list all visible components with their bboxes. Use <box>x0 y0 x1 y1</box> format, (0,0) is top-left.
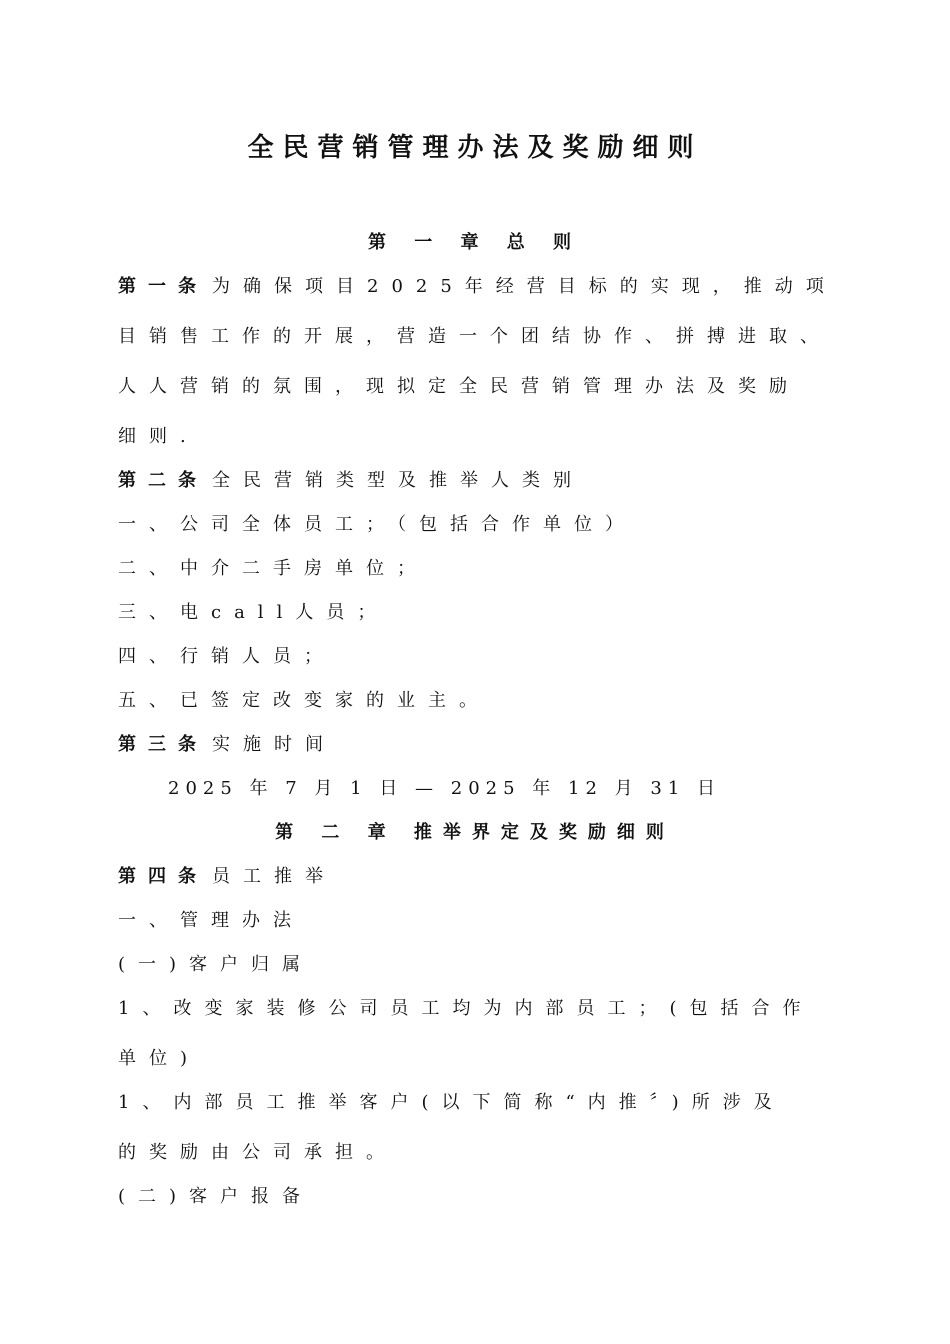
article-2-heading <box>118 466 584 496</box>
article-1-line-3: 人人营销的氛围，现拟定全民营销管理办法及奖励 <box>118 376 800 397</box>
article-2-item-3: 三、电call人员； <box>118 602 389 623</box>
article-2-item-1: 一、公司全体员工；（包括合作单位） <box>118 514 636 535</box>
article-3-heading <box>118 730 336 760</box>
article-4-lead: 第四条 <box>118 866 208 887</box>
chapter-1-heading: 第 一 章 总 则 <box>367 232 583 253</box>
article-2-item-2: 二、中介二手房单位； <box>118 558 428 579</box>
article-1-lead: 第一条 <box>118 276 208 297</box>
article-3-lead: 第三条 <box>118 734 208 755</box>
article-2-lead: 第二条 <box>118 470 208 491</box>
article-4-item-1b-line-1: 1、内部员工推举客户(以下简称“内推〞)所涉及 <box>118 1092 785 1113</box>
document-title: 全民营销管理办法及奖励细则 <box>247 133 703 163</box>
article-1-line-1 <box>118 272 837 302</box>
article-4-heading <box>118 862 336 892</box>
article-2-item-4: 四、行销人员； <box>118 646 335 667</box>
article-3-text: 实施时间 <box>212 734 336 755</box>
chapter-2-heading: 第 二 章 推举界定及奖励细则 <box>275 822 675 843</box>
article-4-item-1a-line-2: 单位) <box>118 1048 201 1069</box>
article-4-subsection-2: (二)客户报备 <box>118 1186 314 1207</box>
article-2-item-5: 五、已签定改变家的业主。 <box>118 690 490 711</box>
article-2-text: 全民营销类型及推举人类别 <box>212 470 584 491</box>
article-4-text: 员工推举 <box>212 866 336 887</box>
article-3-period: 2025 年 7 月 1 日 — 2025 年 12 月 31 日 <box>168 778 721 799</box>
article-4-item-1a-line-1: 1、改变家装修公司员工均为内部员工；(包括合作 <box>118 998 814 1019</box>
article-1-line-4: 细则. <box>118 426 199 447</box>
article-4-item-1b-line-2: 的奖励由公司承担。 <box>118 1142 397 1163</box>
article-4-subsection-1: (一)客户归属 <box>118 954 314 975</box>
article-4-section-1: 一、管理办法 <box>118 910 304 931</box>
article-1-line-2: 目销售工作的开展，营造一个团结协作、拼搏进取、 <box>118 326 831 347</box>
article-1-text-1: 为确保项目2025年经营目标的实现，推动项 <box>212 276 837 297</box>
